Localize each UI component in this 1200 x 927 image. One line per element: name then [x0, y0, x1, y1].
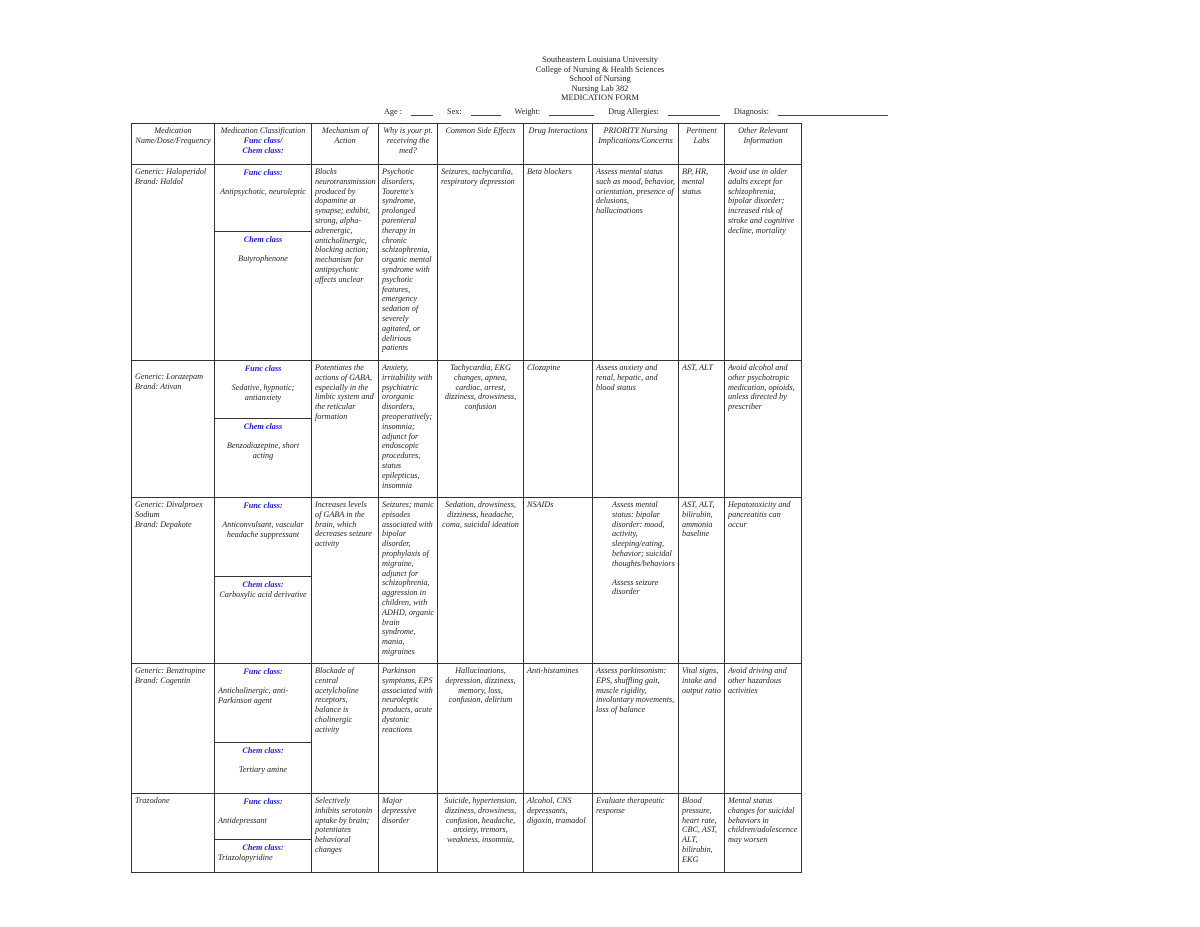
mechanism-cell: Blocks neurotransmission produced by dopamine at synapse; exhibit, strong, alpha-adrenergic, anticholinergic, blocking action; mechanism for antipsychotic affects unclear — [312, 165, 379, 361]
side-effects-cell: Tachycardia, EKG changes, apnea, cardiac, arrest, dizziness, drowsiness, confusion — [438, 361, 524, 498]
brand-name: Brand: Depakote — [135, 519, 192, 529]
interactions-cell: Anti-histamines — [524, 664, 593, 794]
medication-table — [131, 123, 802, 873]
labs-cell: Vital signs, intake and output ratio — [679, 664, 725, 794]
header-row — [132, 124, 802, 165]
brand-name: Brand: Ativan — [135, 381, 182, 391]
func-class-label: Func class: — [243, 501, 283, 510]
col-labs: Pertinent Labs — [679, 124, 725, 165]
sex-label: Sex: — [447, 107, 462, 116]
diagnosis-field[interactable] — [778, 107, 888, 116]
patient-info-line — [384, 107, 900, 116]
col-mechanism: Mechanism of Action — [312, 124, 379, 165]
col-classification — [215, 124, 312, 165]
interactions-cell: Beta blockers — [524, 165, 593, 361]
allergies-field[interactable] — [668, 107, 720, 116]
mechanism-cell: Potentiates the actions of GABA, especially in the limbic system and the reticular formation — [312, 361, 379, 498]
col-why: Why is your pt. receiving the med? — [379, 124, 438, 165]
other-cell: Mental status changes for suicidal behaviors in children/adolescence may worsen — [725, 794, 802, 873]
table-row — [132, 498, 802, 664]
priority-text: Assess mental status: bipolar disorder: mood, activity, sleeping/eating, behavior; suicidal thoughts/behaviors — [612, 500, 675, 568]
why-cell: Seizures; manic episodes associated with bipolar disorder, prophylaxis of migraine, adjunct for schizophrenia, aggression in children, with ADHD, organic brain syndrome, mania, migraines — [379, 498, 438, 664]
chem-class-label: Chem class: — [242, 580, 284, 589]
classification-cell — [215, 794, 312, 873]
other-cell: Avoid use in older adults except for schizophrenia, bipolar disorder; increased risk of stroke and cognitive decline, mortality — [725, 165, 802, 361]
allergies-label: Drug Allergies: — [608, 107, 659, 116]
chem-class-label: Chem class — [243, 235, 283, 244]
col-other: Other Relevant Information — [725, 124, 802, 165]
side-effects-cell: Sedation, drowsiness, dizziness, headache, coma, suicidal ideation — [438, 498, 524, 664]
func-class-value: Anticonvulsant, vascular headache suppressant — [222, 519, 304, 539]
generic-name: Generic: Divalproex Sodium — [135, 500, 203, 519]
brand-name: Brand: Cogentin — [135, 675, 191, 685]
func-class-label: Func class: — [243, 797, 283, 806]
other-cell: Avoid alcohol and other psychotropic medication, opioids, unless directed by prescriber — [725, 361, 802, 498]
weight-label: Weight: — [514, 107, 541, 116]
age-field[interactable] — [411, 107, 433, 116]
col-chem-class: Chem class: — [242, 145, 284, 155]
med-name-cell — [132, 361, 215, 498]
classification-cell — [215, 361, 312, 498]
why-cell: Anxiety, irritability with psychiatric ororganic disorders, preoperatively; insomnia; adjunct for endoscopic procedures, status epilepticus, insomnia — [379, 361, 438, 498]
sex-field[interactable] — [471, 107, 501, 116]
med-name-cell — [132, 794, 215, 873]
mechanism-cell: Increases levels of GABA in the brain, which decreases seizure activity — [312, 498, 379, 664]
col-func-class: Func class/ — [243, 135, 283, 145]
chem-class-label: Chem class: — [242, 843, 284, 852]
med-name-cell — [132, 165, 215, 361]
age-label: Age : — [384, 107, 402, 116]
func-class-value: Sedative, hypnotic; antianxiety — [231, 382, 295, 402]
priority-cell: Assess parkinsonism: EPS, shuffling gait, muscle rigidity, involuntary movements, loss of balance — [593, 664, 679, 794]
school-name: School of Nursing — [569, 74, 631, 84]
generic-name: Trazodone — [135, 796, 170, 805]
course-name: Nursing Lab 382 — [571, 83, 629, 93]
generic-name: Generic: Benztropine — [135, 666, 206, 675]
priority-text-2: Assess seizure disorder — [612, 577, 659, 597]
priority-cell: Evaluate therapeutic response — [593, 794, 679, 873]
chem-class-value: Triazolopyridine — [218, 852, 273, 862]
generic-name: Generic: Lorazepam — [135, 372, 203, 381]
diagnosis-label: Diagnosis: — [733, 107, 769, 116]
classification-cell — [215, 498, 312, 664]
interactions-cell: Clozapine — [524, 361, 593, 498]
weight-field[interactable] — [549, 107, 594, 116]
generic-name: Generic: Haloperidol — [135, 167, 207, 176]
priority-cell — [593, 498, 679, 664]
med-name-cell — [132, 664, 215, 794]
table-row — [132, 165, 802, 361]
func-class-value: Anticholinergic, anti-Parkinson agent — [218, 685, 289, 705]
chem-class-value: Carboxylic acid derivative — [219, 589, 307, 599]
other-cell: Hepatotoxicity and pancreatitis can occur — [725, 498, 802, 664]
side-effects-cell: Suicide, hypertension, dizziness, drowsiness, confusion, headache, anxiety, tremors, weakness, insomnia, — [438, 794, 524, 873]
labs-cell: AST, ALT — [679, 361, 725, 498]
col-interactions: Drug Interactions — [524, 124, 593, 165]
why-cell: Psychotic disorders, Tourette's syndrome, prolonged parenteral therapy in chronic schizophrenia, organic mental syndrome with psychotic features, emergency sedation of severely agitated, or delirious patients — [379, 165, 438, 361]
mechanism-cell: Selectively inhibits serotonin uptake by brain; potentiates behavioral changes — [312, 794, 379, 873]
table-row — [132, 361, 802, 498]
chem-class-label: Chem class: — [242, 746, 284, 755]
mechanism-cell: Blockade of central acetylcholine receptors, balance is cholinergic activity — [312, 664, 379, 794]
labs-cell: Blood pressure, heart rate, CBC, AST, ALT, bilirubin, EKG — [679, 794, 725, 873]
col-classification-label: Medication Classification — [220, 126, 306, 135]
form-title: MEDICATION FORM — [561, 93, 639, 103]
med-name-cell — [132, 498, 215, 664]
func-class-value: Antipsychotic, neuroleptic — [220, 186, 306, 196]
other-cell: Avoid driving and other hazardous activities — [725, 664, 802, 794]
side-effects-cell: Seizures, tachycardia, respiratory depression — [438, 165, 524, 361]
brand-name: Brand: Haldol — [135, 176, 183, 186]
why-cell: Parkinson symptoms, EPS associated with neuroleptic products, acute dystonic reactions — [379, 664, 438, 794]
university-name: Southeastern Louisiana University — [542, 55, 658, 64]
side-effects-cell: Hallucinations, depression, dizziness, memory, loss, confusion, delirium — [438, 664, 524, 794]
func-class-label: Func class: — [243, 168, 283, 177]
chem-class-value: Tertiary amine — [238, 764, 288, 774]
interactions-cell: Alcohol, CNS depressants, digoxin, tramadol — [524, 794, 593, 873]
col-name: Medication Name/Dose/Frequency — [132, 124, 215, 165]
chem-class-label: Chem class — [243, 422, 283, 431]
func-class-label: Func class: — [243, 667, 283, 676]
college-name: College of Nursing & Health Sciences — [535, 64, 665, 74]
chem-class-value: Butyrophenone — [238, 253, 288, 263]
priority-cell: Assess mental status such as mood, behavior, orientation, presence of delusions, hallucinations — [593, 165, 679, 361]
form-header — [0, 55, 1200, 103]
priority-cell: Assess anxiety and renal, hepatic, and blood status — [593, 361, 679, 498]
classification-cell — [215, 664, 312, 794]
col-priority: PRIORITY Nursing Implications/Concerns — [593, 124, 679, 165]
table-row — [132, 664, 802, 794]
labs-cell: BP, HR, mental status — [679, 165, 725, 361]
col-side-effects: Common Side Effects — [438, 124, 524, 165]
classification-cell — [215, 165, 312, 361]
func-class-label: Func class — [244, 364, 282, 373]
func-class-value: Antidepressant — [218, 815, 267, 825]
why-cell: Major depressive disorder — [379, 794, 438, 873]
labs-cell: AST, ALT, bilirubin, ammonia baseline — [679, 498, 725, 664]
chem-class-value: Benzodiazepine, short acting — [226, 440, 300, 460]
interactions-cell: NSAIDs — [524, 498, 593, 664]
table-row — [132, 794, 802, 873]
